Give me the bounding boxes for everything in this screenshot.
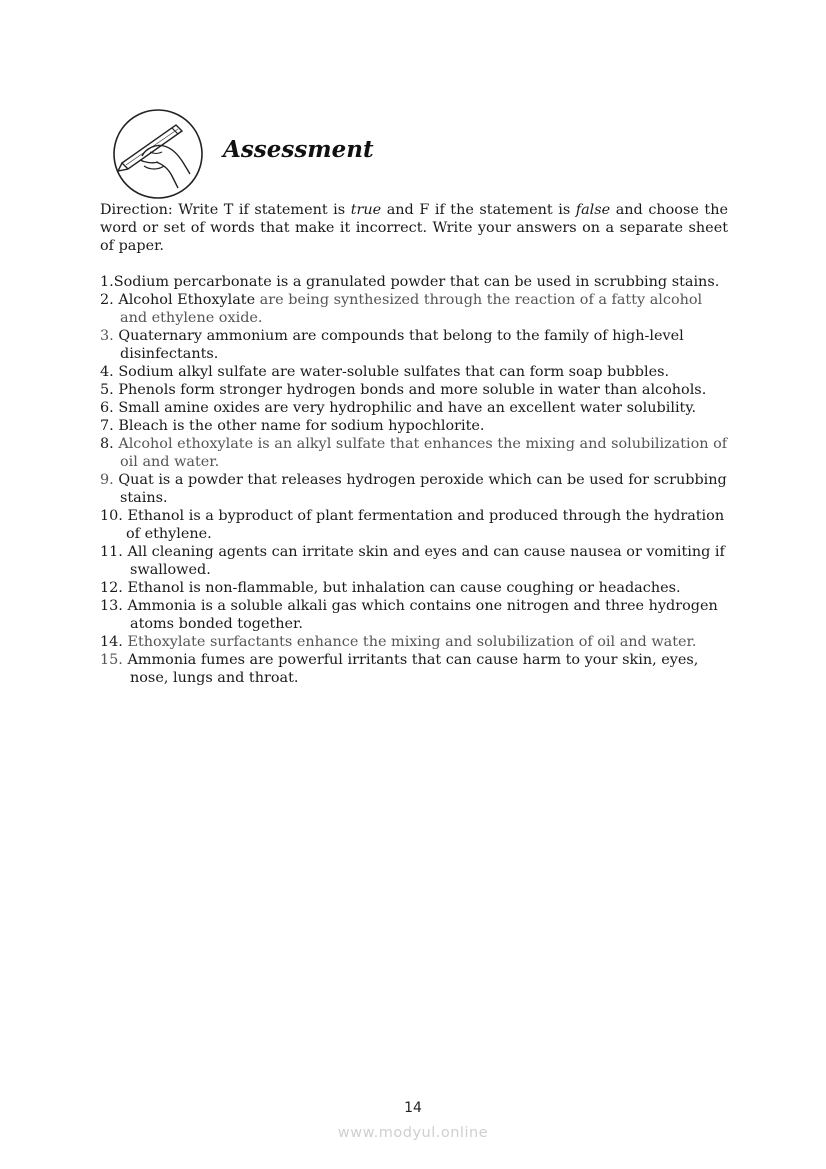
list-item: 15. Ammonia fumes are powerful irritants that can cause harm to your skin, eyes, nose, lungs and throat. (100, 652, 699, 686)
statement-list (100, 273, 732, 687)
direction-text: Direction: Write T if statement is true and F if the statement is false and choose the word or set of words that make it incorrect. Write your answers on a separate sheet of paper. (100, 202, 728, 254)
list-item: 1.Sodium percarbonate is a granulated powder that can be used in scrubbing stains. (100, 274, 720, 290)
list-item: 13. Ammonia is a soluble alkali gas which contains one nitrogen and three hydrogen atoms bonded together. (100, 598, 718, 632)
watermark: www.modyul.online (337, 1125, 489, 1141)
hand-writing-pencil-icon (112, 108, 204, 200)
list-item: 9. Quat is a powder that releases hydrogen peroxide which can be used for scrubbing stains. (100, 472, 727, 506)
list-item: 2. Alcohol Ethoxylate are being synthesized through the reaction of a fatty alcohol and ethylene oxide. (100, 292, 703, 326)
list-item: 6. Small amine oxides are very hydrophilic and have an excellent water solubility. (100, 400, 697, 416)
list-item: 5. Phenols form stronger hydrogen bonds and more soluble in water than alcohols. (100, 382, 707, 398)
page-title: Assessment (223, 136, 374, 163)
page-number: 14 (404, 1100, 422, 1116)
list-item: 8. Alcohol ethoxylate is an alkyl sulfate that enhances the mixing and solubilization of oil and water. (100, 436, 728, 470)
list-item: 4. Sodium alkyl sulfate are water-soluble sulfates that can form soap bubbles. (100, 364, 670, 380)
list-item: 7. Bleach is the other name for sodium hypochlorite. (100, 418, 485, 434)
list-item: 10. Ethanol is a byproduct of plant fermentation and produced through the hydration of ethylene. (100, 508, 725, 542)
list-item: 12. Ethanol is non-flammable, but inhalation can cause coughing or headaches. (100, 580, 681, 596)
list-item: 3. Quaternary ammonium are compounds that belong to the family of high-level disinfectants. (100, 328, 684, 362)
list-item: 11. All cleaning agents can irritate skin and eyes and can cause nausea or vomiting if swallowed. (100, 544, 725, 578)
list-item: 14. Ethoxylate surfactants enhance the mixing and solubilization of oil and water. (100, 634, 697, 650)
